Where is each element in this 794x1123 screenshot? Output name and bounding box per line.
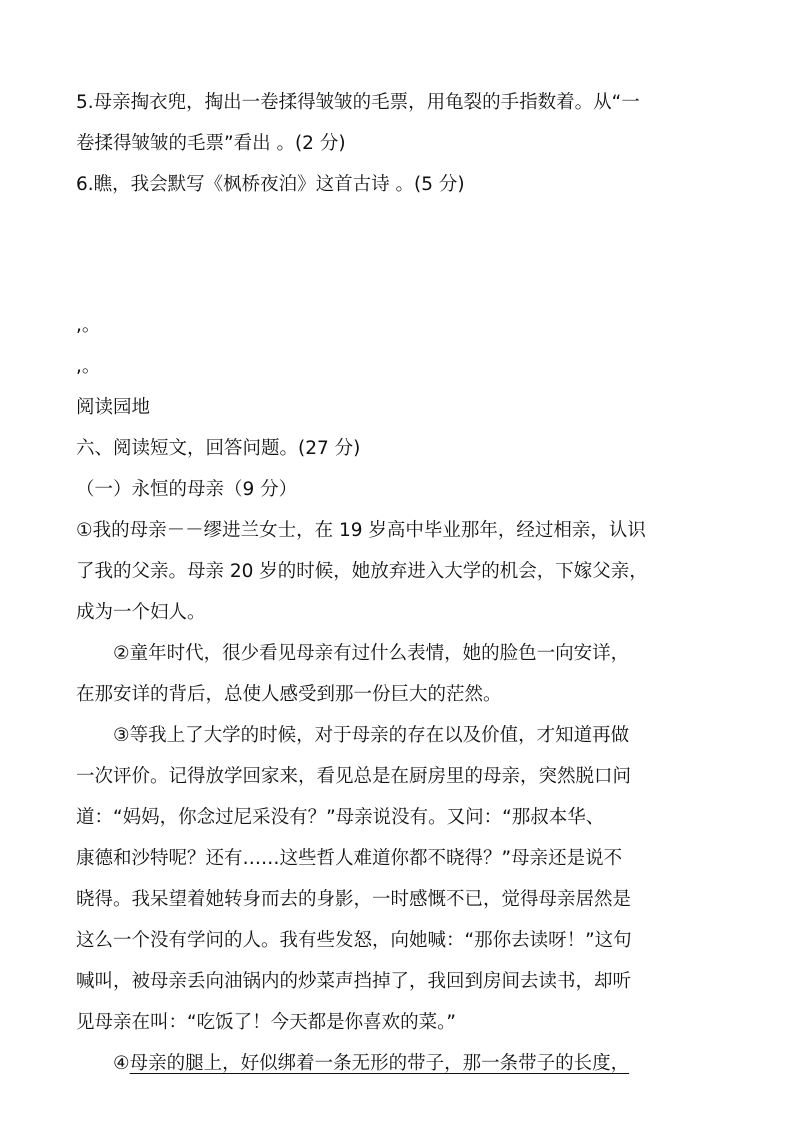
section-title: 阅读园地 <box>76 397 151 418</box>
paragraph-1-line-3: 成为一个妇人。 <box>76 602 206 623</box>
question-5-line-1: 5.母亲掏衣兜，掏出一卷揉得皱皱的毛票，用龟裂的手指数着。从“一 <box>76 92 640 113</box>
paragraph-3-line-5: 晓得。我呆望着她转身而去的身影，一时感慨不已，觉得母亲居然是 <box>76 889 632 910</box>
question-5-line-2: 卷揉得皱皱的毛票”看出 。(2 分) <box>76 133 346 154</box>
paragraph-3-line-4: 康德和沙特呢？还有……这些哲人难道你都不晓得？”母亲还是说不 <box>76 848 623 869</box>
paragraph-1-line-2: 了我的父亲。母亲 20 岁的时候，她放弃进入大学的机会，下嫁父亲， <box>76 561 648 582</box>
paragraph-4-marker: ④ <box>113 1053 130 1074</box>
paragraph-4-line-1 <box>76 1043 726 1084</box>
paragraph-2-line-2: 在那安详的背后，总使人感受到那一份巨大的茫然。 <box>76 684 502 705</box>
passage-title: （一）永恒的母亲（9 分） <box>76 479 298 500</box>
question-6: 6.瞧，我会默写《枫桥夜泊》这首古诗 。(5 分) <box>76 174 465 195</box>
answer-space <box>76 205 726 305</box>
paragraph-3-line-8: 见母亲在叫：“吃饭了！今天都是你喜欢的菜。” <box>76 1012 456 1033</box>
paragraph-3-line-2: 一次评价。记得放学回家来，看见总是在厨房里的母亲，突然脱口问 <box>76 766 632 787</box>
document-page <box>76 82 726 1084</box>
poem-answer-line-1: ,。 <box>76 315 101 336</box>
part-title: 六、阅读短文，回答问题。(27 分) <box>76 438 361 459</box>
paragraph-3-line-3: 道：“妈妈，你念过尼采没有？”母亲说没有。又问：“那叔本华、 <box>76 807 605 828</box>
paragraph-1-line-1: ①我的母亲－－缪进兰女士，在 19 岁高中毕业那年，经过相亲，认识 <box>76 520 646 541</box>
poem-answer-line-2: ,。 <box>76 356 101 377</box>
paragraph-3-line-7: 喊叫，被母亲丢向油锅内的炒菜声挡掉了，我回到房间去读书，却听 <box>76 971 632 992</box>
paragraph-3-line-6: 这么一个没有学问的人。我有些发怒，向她喊：“那你去读呀！”这句 <box>76 930 632 951</box>
paragraph-2-line-1: ②童年时代，很少看见母亲有过什么表情，她的脸色一向安详， <box>113 643 630 664</box>
paragraph-3-line-1: ③等我上了大学的时候，对于母亲的存在以及价值，才知道再做 <box>113 725 630 746</box>
paragraph-4-underlined-sentence: 母亲的腿上，好似绑着一条无形的带子，那一条带子的长度， <box>129 1053 630 1074</box>
